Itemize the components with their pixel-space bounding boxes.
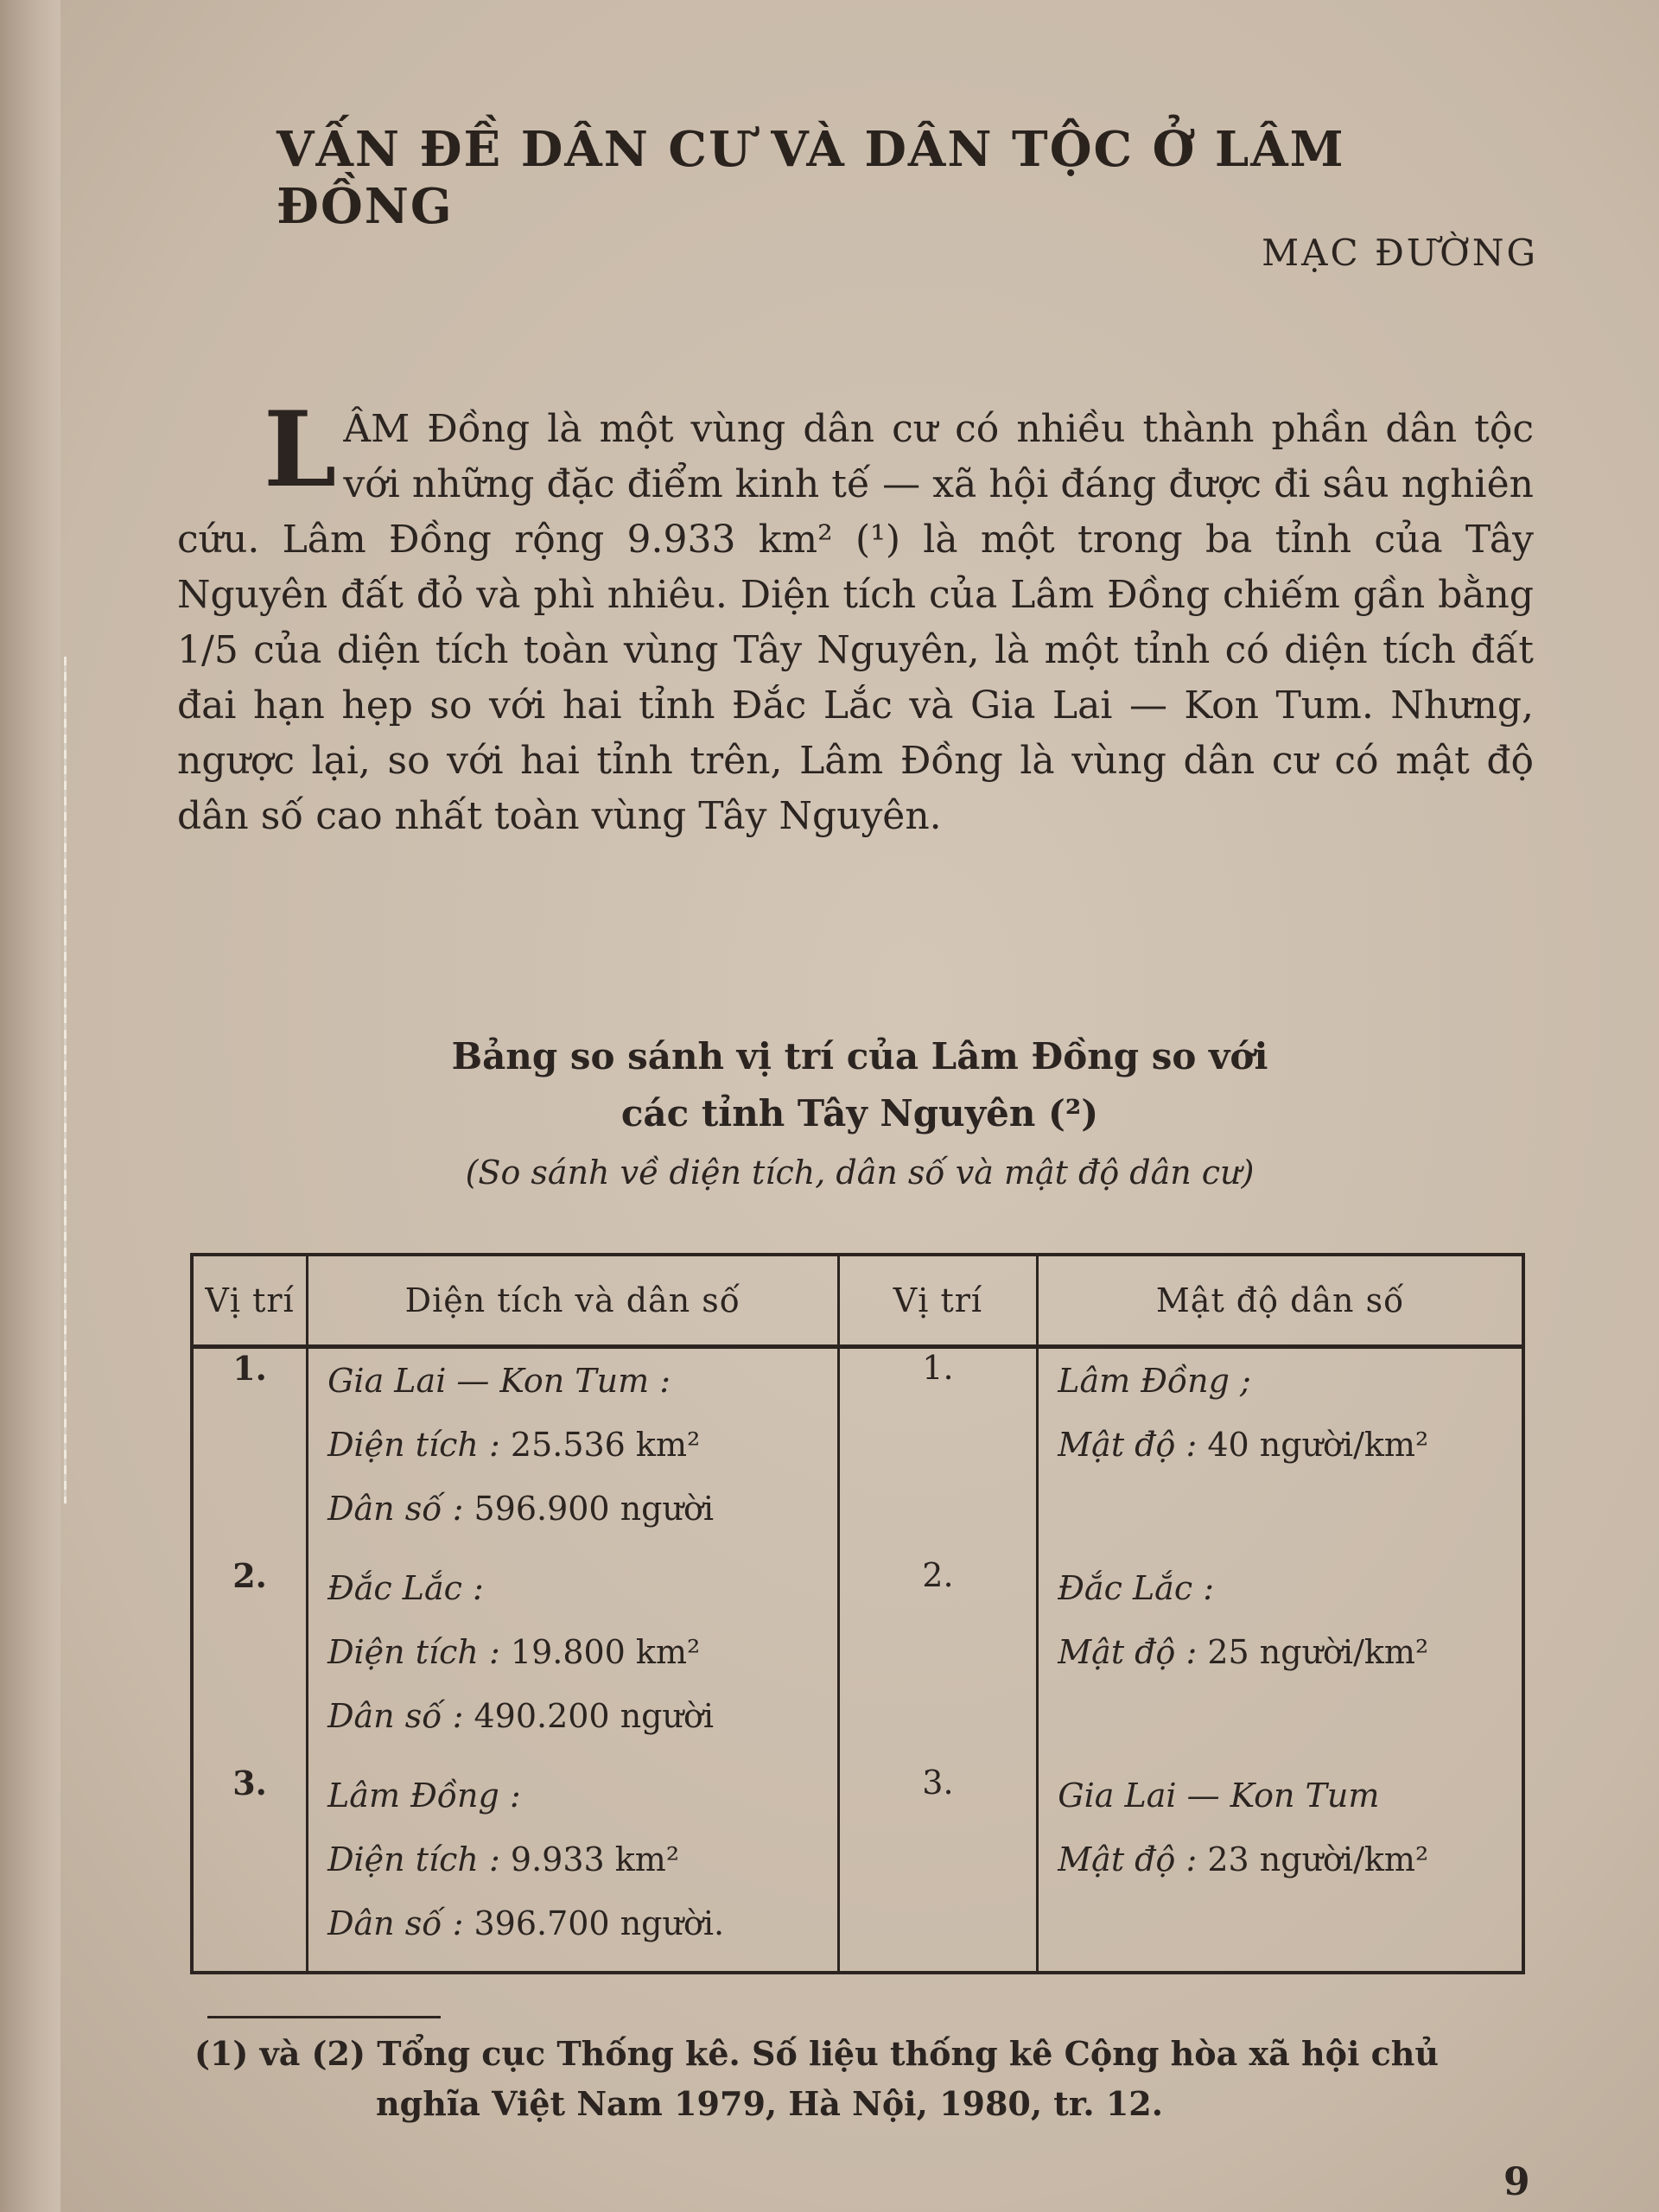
drop-cap: L — [264, 389, 337, 511]
table-subtitle: (So sánh về diện tích, dân số và mật độ dân cư) — [465, 1154, 1255, 1192]
density-label: Mật độ : — [1058, 1426, 1198, 1464]
province-name: Gia Lai — Kon Tum : — [327, 1362, 671, 1400]
density-province: Đắc Lắc : — [1058, 1569, 1214, 1608]
density-province: Gia Lai — Kon Tum — [1058, 1776, 1380, 1815]
row-rank: 3. — [192, 1764, 308, 1973]
table-title-line-1: Bảng so sánh vị trí của Lâm Đồng so với — [451, 1035, 1268, 1077]
area-population-cell — [308, 1556, 839, 1764]
area-line — [327, 1413, 837, 1477]
row-rank-2: 3. — [838, 1764, 1038, 1973]
article-author: MẠC ĐƯỜNG — [1262, 232, 1538, 274]
header-rank-2: Vị trí — [838, 1255, 1038, 1347]
article-title: VẤN ĐỀ DÂN CƯ VÀ DÂN TỘC Ở LÂM ĐỒNG — [276, 121, 1345, 235]
population-value: 490.200 người — [474, 1697, 714, 1736]
area-value: 9.933 km² — [510, 1840, 680, 1878]
density-province: Lâm Đồng ; — [1058, 1362, 1251, 1400]
density-line — [1058, 1413, 1522, 1477]
table-row — [192, 1347, 1523, 1557]
population-label: Dân số : — [327, 1904, 464, 1942]
comparison-table — [190, 1253, 1525, 1974]
row-rank: 1. — [192, 1347, 308, 1557]
population-label: Dân số : — [327, 1697, 464, 1736]
table-row — [192, 1764, 1523, 1973]
density-label: Mật độ : — [1058, 1633, 1198, 1672]
province-name: Đắc Lắc : — [327, 1569, 484, 1608]
footnote — [194, 2029, 1542, 2129]
area-line — [327, 1827, 837, 1891]
header-rank: Vị trí — [192, 1255, 308, 1347]
area-label: Diện tích : — [327, 1633, 500, 1672]
population-value: 396.700 người. — [474, 1904, 725, 1942]
table-title-line-2: các tỉnh Tây Nguyên (²) — [620, 1092, 1099, 1135]
density-cell — [1038, 1556, 1523, 1764]
density-value: 23 người/km² — [1207, 1840, 1429, 1878]
header-density: Mật độ dân số — [1038, 1255, 1523, 1347]
header-area-population: Diện tích và dân số — [308, 1255, 839, 1347]
population-line — [327, 1477, 837, 1541]
population-label: Dân số : — [327, 1490, 464, 1528]
population-line — [327, 1891, 837, 1955]
footnote-rule — [207, 2016, 441, 2018]
table-title — [259, 1028, 1460, 1142]
row-rank-2: 2. — [838, 1556, 1038, 1764]
density-cell — [1038, 1347, 1523, 1557]
density-label: Mật độ : — [1058, 1840, 1198, 1878]
page-number: 9 — [1503, 2160, 1530, 2204]
density-line — [1058, 1620, 1522, 1684]
binding-thread — [64, 657, 67, 1503]
area-value: 25.536 km² — [510, 1426, 701, 1464]
province-name: Lâm Đồng : — [327, 1776, 521, 1815]
intro-paragraph — [177, 389, 1534, 844]
area-label: Diện tích : — [327, 1840, 500, 1878]
row-rank-2: 1. — [838, 1347, 1038, 1557]
density-value: 25 người/km² — [1207, 1633, 1429, 1672]
population-line — [327, 1684, 837, 1748]
density-value: 40 người/km² — [1207, 1426, 1429, 1464]
area-population-cell — [308, 1764, 839, 1973]
footnote-line-2: nghĩa Việt Nam 1979, Hà Nội, 1980, tr. 12. — [376, 2084, 1163, 2123]
row-rank: 2. — [192, 1556, 308, 1764]
density-line — [1058, 1827, 1522, 1891]
table-row — [192, 1556, 1523, 1764]
area-value: 19.800 km² — [510, 1633, 701, 1672]
population-value: 596.900 người — [474, 1490, 714, 1528]
area-label: Diện tích : — [327, 1426, 500, 1464]
table-header-row — [192, 1255, 1523, 1347]
area-population-cell — [308, 1347, 839, 1557]
paragraph-text: ÂM Đồng là một vùng dân cư có nhiều thành phần dân tộc với những đặc điểm kinh tế — xã hội đáng được đi sâu nghiên cứu. Lâm Đồng rộng 9.933 km² (¹) là một trong ba tỉnh của Tây Nguyên đất đỏ và phì nhiêu. Diện tích của Lâm Đồng chiếm gần bằng 1/5 của diện tích toàn vùng Tây Nguyên, là một tỉnh có diện tích đất đai hạn hẹp so với hai tỉnh Đắc Lắc và Gia Lai — Kon Tum. Nhưng, ngược lại, so với hai tỉnh trên, Lâm Đồng là vùng dân cư có mật độ dân số cao nhất toàn vùng Tây Nguyên. — [177, 407, 1534, 838]
footnote-line-1: (1) và (2) Tổng cục Thống kê. Số liệu thống kê Cộng hòa xã hội chủ — [194, 2034, 1440, 2073]
binding-gutter — [0, 0, 60, 2212]
area-line — [327, 1620, 837, 1684]
density-cell — [1038, 1764, 1523, 1973]
